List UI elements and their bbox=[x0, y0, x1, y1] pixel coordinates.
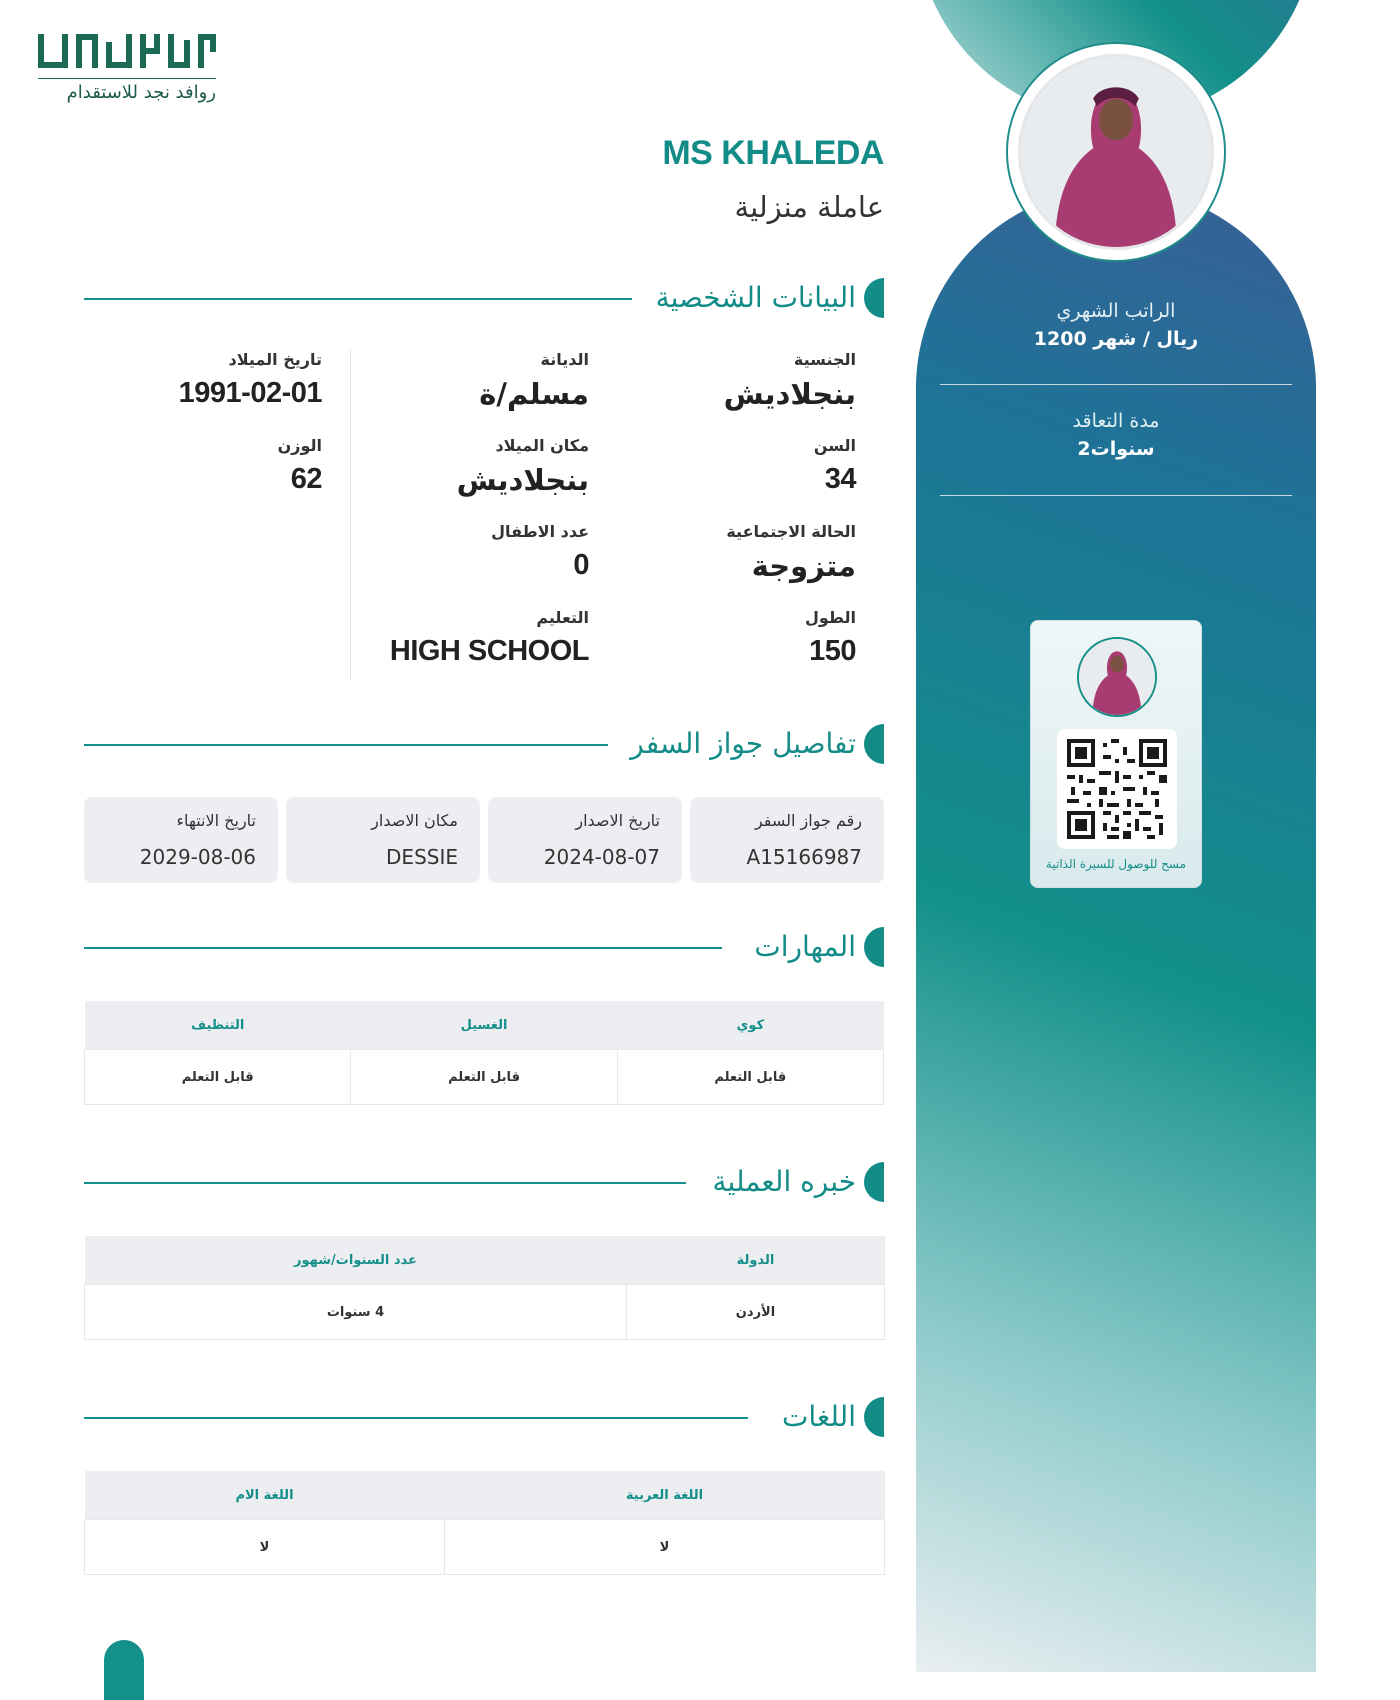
field-weight bbox=[278, 436, 322, 496]
profile-photo bbox=[1018, 54, 1214, 250]
qr-code[interactable] bbox=[1057, 729, 1177, 849]
issue-place-value: DESSIE bbox=[386, 845, 458, 869]
field-religion bbox=[479, 350, 589, 411]
issue-date-label: تاريخ الاصدار bbox=[575, 811, 660, 830]
table-cell: قابل التعلم bbox=[351, 1050, 617, 1105]
nationality-value: بنجلاديش bbox=[723, 377, 856, 411]
education-label: التعليم bbox=[536, 608, 589, 627]
passport-expiry-card bbox=[84, 797, 278, 883]
candidate-name: MS KHALEDA bbox=[662, 134, 884, 172]
table-header-cell: الدولة bbox=[627, 1236, 885, 1285]
section-title-personal: البيانات الشخصية bbox=[655, 281, 856, 314]
section-rule bbox=[84, 744, 608, 746]
field-age bbox=[814, 436, 856, 496]
table-cell: قابل التعلم bbox=[85, 1050, 351, 1105]
section-tab bbox=[864, 927, 884, 967]
field-dob bbox=[179, 350, 322, 410]
person-silhouette-icon bbox=[1079, 639, 1155, 715]
section-experience bbox=[84, 1160, 884, 1204]
table-cell: قابل التعلم bbox=[617, 1050, 883, 1105]
passport-issue-place-card bbox=[286, 797, 480, 883]
field-birthplace bbox=[457, 436, 589, 497]
passport-issue-date-card bbox=[488, 797, 682, 883]
table-header-cell: التنظيف bbox=[85, 1001, 351, 1050]
field-marital-status bbox=[726, 522, 856, 583]
age-value: 34 bbox=[824, 463, 856, 495]
salary-block bbox=[940, 300, 1292, 350]
qr-card[interactable] bbox=[1030, 620, 1202, 888]
weight-value: 62 bbox=[290, 463, 322, 495]
logo-mark-icon bbox=[38, 30, 216, 74]
passport-number-value: A15166987 bbox=[746, 845, 862, 869]
sidebar-divider bbox=[940, 495, 1292, 496]
personal-column-1 bbox=[616, 350, 884, 680]
personal-column-3 bbox=[84, 350, 351, 680]
person-silhouette-icon bbox=[1021, 57, 1211, 247]
section-rule bbox=[84, 947, 722, 949]
marital-label: الحالة الاجتماعية bbox=[726, 522, 856, 541]
section-skills bbox=[84, 925, 884, 969]
section-passport bbox=[84, 722, 884, 766]
section-tab bbox=[864, 278, 884, 318]
table-row bbox=[85, 1050, 884, 1105]
field-height bbox=[805, 608, 856, 668]
expiry-value: 2029-08-06 bbox=[139, 845, 256, 869]
table-cell: 4 سنوات bbox=[85, 1285, 627, 1340]
table-header-row bbox=[85, 1471, 885, 1520]
logo-text: روافد نجد للاستقدام bbox=[66, 82, 216, 103]
issue-place-label: مكان الاصدار bbox=[371, 811, 458, 830]
section-title-experience: خبره العملية bbox=[712, 1165, 856, 1198]
religion-label: الديانة bbox=[540, 350, 589, 369]
section-title-languages: اللغات bbox=[782, 1400, 856, 1433]
table-row bbox=[85, 1520, 885, 1575]
section-rule bbox=[84, 298, 632, 300]
religion-value: مسلم/ة bbox=[479, 377, 589, 411]
experience-table bbox=[84, 1236, 885, 1340]
company-logo bbox=[38, 30, 218, 104]
section-title-passport: تفاصيل جواز السفر bbox=[630, 727, 856, 760]
expiry-label: تاريخ الانتهاء bbox=[176, 811, 256, 830]
table-cell: لا bbox=[445, 1520, 885, 1575]
section-personal bbox=[84, 276, 884, 320]
passport-number-card bbox=[690, 797, 884, 883]
table-header-row bbox=[85, 1236, 885, 1285]
section-title-skills: المهارات bbox=[754, 930, 856, 963]
job-title: عاملة منزلية bbox=[734, 190, 884, 224]
sidebar-divider bbox=[940, 384, 1292, 385]
dob-label: تاريخ الميلاد bbox=[228, 350, 322, 369]
profile-photo-frame bbox=[1006, 42, 1226, 262]
dob-value: 1991-02-01 bbox=[178, 377, 322, 409]
birthplace-value: بنجلاديش bbox=[456, 463, 589, 497]
salary-value: 1200 ريال / شهر bbox=[1033, 328, 1199, 350]
table-header-cell: اللغة العربية bbox=[445, 1471, 885, 1520]
qr-caption: مسح للوصول للسيرة الذاتية bbox=[1045, 857, 1187, 871]
field-nationality bbox=[724, 350, 856, 411]
qr-code-icon bbox=[1067, 739, 1167, 839]
sidebar bbox=[916, 0, 1316, 1672]
table-header-cell: الغسيل bbox=[351, 1001, 617, 1050]
nationality-label: الجنسية bbox=[793, 350, 856, 369]
height-value: 150 bbox=[809, 635, 856, 667]
children-value: 0 bbox=[573, 549, 589, 581]
section-tab bbox=[864, 1162, 884, 1202]
table-header-cell: عدد السنوات/شهور bbox=[85, 1236, 627, 1285]
age-label: السن bbox=[813, 436, 856, 455]
footer-decoration bbox=[104, 1640, 144, 1700]
field-education bbox=[390, 608, 589, 668]
weight-label: الوزن bbox=[277, 436, 322, 455]
table-cell: الأردن bbox=[627, 1285, 885, 1340]
personal-column-2 bbox=[350, 350, 617, 680]
languages-table bbox=[84, 1471, 885, 1575]
height-label: الطول bbox=[805, 608, 856, 627]
education-value: HIGH SCHOOL bbox=[389, 635, 589, 667]
passport-number-label: رقم جواز السفر bbox=[754, 811, 862, 830]
salary-label: الراتب الشهري bbox=[1056, 300, 1176, 322]
table-row bbox=[85, 1285, 885, 1340]
children-label: عدد الاطفال bbox=[491, 522, 589, 541]
table-header-row bbox=[85, 1001, 884, 1050]
contract-block bbox=[940, 410, 1292, 460]
issue-date-value: 2024-08-07 bbox=[543, 845, 660, 869]
section-rule bbox=[84, 1417, 748, 1419]
section-languages bbox=[84, 1395, 884, 1439]
field-children bbox=[491, 522, 589, 582]
skills-table bbox=[84, 1001, 884, 1105]
qr-avatar bbox=[1077, 637, 1157, 717]
section-rule bbox=[84, 1182, 686, 1184]
section-tab bbox=[864, 724, 884, 764]
contract-label: مدة التعاقد bbox=[1072, 410, 1160, 432]
table-header-cell: اللغة الام bbox=[85, 1471, 445, 1520]
table-header-cell: كوي bbox=[617, 1001, 883, 1050]
contract-value: 2سنوات bbox=[1077, 438, 1155, 460]
birthplace-label: مكان الميلاد bbox=[495, 436, 589, 455]
section-tab bbox=[864, 1397, 884, 1437]
marital-value: متزوجة bbox=[751, 549, 856, 583]
logo-rule bbox=[38, 78, 216, 79]
table-cell: لا bbox=[85, 1520, 445, 1575]
